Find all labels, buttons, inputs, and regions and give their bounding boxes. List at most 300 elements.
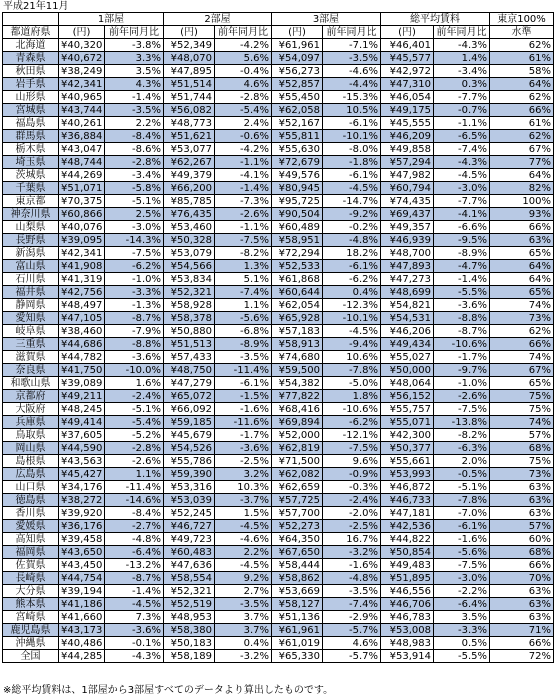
room1-yoy: -4.5% (105, 598, 164, 611)
room2-rent: ¥50,328 (164, 234, 215, 247)
pref-cell: 岐阜県 (3, 325, 59, 338)
room2-yoy: -3.7% (215, 494, 272, 507)
room3-yoy: -7.1% (323, 39, 381, 52)
room2-yoy: 4.6% (215, 78, 272, 91)
header-yen: (円) (164, 26, 215, 39)
pref-cell: 新潟県 (3, 247, 59, 260)
room3-rent: ¥57,183 (272, 325, 323, 338)
avg-rent: ¥53,993 (381, 468, 434, 481)
room1-yoy: -8.7% (105, 312, 164, 325)
avg-yoy: -5.5% (434, 286, 490, 299)
avg-yoy: -8.7% (434, 325, 490, 338)
avg-yoy: -8.8% (434, 312, 490, 325)
room2-rent: ¥59,185 (164, 416, 215, 429)
room2-rent: ¥53,316 (164, 481, 215, 494)
room1-rent: ¥48,744 (59, 156, 105, 169)
room2-yoy: -1.1% (215, 221, 272, 234)
room3-rent: ¥60,644 (272, 286, 323, 299)
room2-rent: ¥66,092 (164, 403, 215, 416)
room3-yoy: -5.7% (323, 624, 381, 637)
tokyo-level: 61% (490, 52, 554, 65)
room1-rent: ¥39,089 (59, 377, 105, 390)
room2-yoy: -0.4% (215, 65, 272, 78)
tokyo-level: 64% (490, 78, 554, 91)
room1-rent: ¥41,660 (59, 611, 105, 624)
room2-rent: ¥53,039 (164, 494, 215, 507)
header-level: 水準 (490, 26, 554, 39)
avg-yoy: -5.6% (434, 546, 490, 559)
avg-rent: ¥47,273 (381, 273, 434, 286)
avg-yoy: -7.8% (434, 494, 490, 507)
room2-rent: ¥53,460 (164, 221, 215, 234)
pref-cell: 愛媛県 (3, 520, 59, 533)
table-row (3, 39, 554, 52)
room1-rent: ¥44,754 (59, 572, 105, 585)
room3-rent: ¥67,650 (272, 546, 323, 559)
pref-cell: 熊本県 (3, 598, 59, 611)
tokyo-level: 63% (490, 585, 554, 598)
room1-yoy: -4.3% (105, 650, 164, 663)
avg-yoy: 0.3% (434, 78, 490, 91)
table-row (3, 325, 554, 338)
avg-rent: ¥48,699 (381, 286, 434, 299)
room2-yoy: -2.8% (215, 91, 272, 104)
room3-rent: ¥52,000 (272, 429, 323, 442)
pref-cell: 岡山県 (3, 442, 59, 455)
room3-yoy: -7.5% (323, 442, 381, 455)
room3-yoy: -2.9% (323, 611, 381, 624)
avg-rent: ¥46,872 (381, 481, 434, 494)
tokyo-level: 66% (490, 104, 554, 117)
room1-rent: ¥70,375 (59, 195, 105, 208)
avg-yoy: -7.5% (434, 403, 490, 416)
room3-rent: ¥55,630 (272, 143, 323, 156)
room3-rent: ¥52,167 (272, 117, 323, 130)
avg-rent: ¥49,858 (381, 143, 434, 156)
room3-rent: ¥49,576 (272, 169, 323, 182)
room3-yoy: -2.5% (323, 520, 381, 533)
tokyo-level: 63% (490, 494, 554, 507)
room3-rent: ¥62,082 (272, 468, 323, 481)
tokyo-level: 100% (490, 195, 554, 208)
room1-yoy: -5.1% (105, 195, 164, 208)
avg-rent: ¥46,706 (381, 598, 434, 611)
room3-yoy: -15.3% (323, 91, 381, 104)
room2-rent: ¥55,786 (164, 455, 215, 468)
avg-yoy: -4.3% (434, 156, 490, 169)
room1-yoy: -7.9% (105, 325, 164, 338)
room1-rent: ¥36,176 (59, 520, 105, 533)
room1-rent: ¥41,908 (59, 260, 105, 273)
room3-rent: ¥56,273 (272, 65, 323, 78)
tokyo-level: 63% (490, 598, 554, 611)
room1-yoy: -14.6% (105, 494, 164, 507)
room2-rent: ¥52,245 (164, 507, 215, 520)
table-row (3, 91, 554, 104)
table-row (3, 78, 554, 91)
room1-yoy: -8.4% (105, 507, 164, 520)
header-yoy: 前年同月比 (323, 26, 381, 39)
room1-yoy: -6.2% (105, 260, 164, 273)
header-row-1 (3, 13, 554, 26)
room2-yoy: 1.5% (215, 507, 272, 520)
pref-cell: 大阪府 (3, 403, 59, 416)
room3-yoy: -10.6% (323, 403, 381, 416)
tokyo-level: 77% (490, 156, 554, 169)
room2-rent: ¥53,079 (164, 247, 215, 260)
avg-yoy: -6.4% (434, 598, 490, 611)
room3-yoy: -9.4% (323, 338, 381, 351)
avg-rent: ¥48,064 (381, 377, 434, 390)
tokyo-level: 57% (490, 520, 554, 533)
room1-rent: ¥49,414 (59, 416, 105, 429)
avg-rent: ¥44,822 (381, 533, 434, 546)
room3-rent: ¥58,444 (272, 559, 323, 572)
room2-rent: ¥56,082 (164, 104, 215, 117)
room1-yoy: -5.1% (105, 403, 164, 416)
tokyo-level: 57% (490, 429, 554, 442)
header-room1: 1部屋 (59, 13, 164, 26)
avg-yoy: -1.6% (434, 533, 490, 546)
avg-rent: ¥50,854 (381, 546, 434, 559)
avg-yoy: 1.4% (434, 52, 490, 65)
room2-rent: ¥51,744 (164, 91, 215, 104)
tokyo-level: 62% (490, 325, 554, 338)
room1-yoy: 2.2% (105, 117, 164, 130)
table-row (3, 273, 554, 286)
room1-yoy: -13.2% (105, 559, 164, 572)
room2-yoy: -5.4% (215, 104, 272, 117)
avg-yoy: -5.5% (434, 650, 490, 663)
room1-yoy: -1.3% (105, 299, 164, 312)
room2-yoy: -3.5% (215, 598, 272, 611)
table-row (3, 637, 554, 650)
room2-rent: ¥47,636 (164, 559, 215, 572)
room3-rent: ¥69,894 (272, 416, 323, 429)
room1-rent: ¥43,047 (59, 143, 105, 156)
pref-cell: 滋賀県 (3, 351, 59, 364)
avg-yoy: -8.2% (434, 429, 490, 442)
room3-yoy: 10.5% (323, 104, 381, 117)
room3-rent: ¥51,136 (272, 611, 323, 624)
room2-rent: ¥51,514 (164, 78, 215, 91)
room3-rent: ¥62,058 (272, 104, 323, 117)
avg-yoy: -8.9% (434, 247, 490, 260)
avg-rent: ¥55,027 (381, 351, 434, 364)
room3-yoy: -4.5% (323, 182, 381, 195)
room3-yoy: -2.0% (323, 507, 381, 520)
avg-rent: ¥45,555 (381, 117, 434, 130)
avg-yoy: -3.0% (434, 182, 490, 195)
header-yen: (円) (59, 26, 105, 39)
room2-yoy: -1.4% (215, 182, 272, 195)
room3-rent: ¥62,054 (272, 299, 323, 312)
room3-yoy: -0.2% (323, 221, 381, 234)
tokyo-level: 67% (490, 143, 554, 156)
rent-table (2, 12, 554, 663)
room1-yoy: -3.0% (105, 221, 164, 234)
room2-yoy: -11.4% (215, 364, 272, 377)
room2-yoy: 2.7% (215, 585, 272, 598)
room2-rent: ¥58,380 (164, 624, 215, 637)
pref-cell: 徳島県 (3, 494, 59, 507)
room1-yoy: 7.3% (105, 611, 164, 624)
room1-rent: ¥44,782 (59, 351, 105, 364)
room1-rent: ¥39,458 (59, 533, 105, 546)
table-row (3, 624, 554, 637)
room1-yoy: 4.3% (105, 78, 164, 91)
room2-yoy: -6.8% (215, 325, 272, 338)
tokyo-level: 58% (490, 65, 554, 78)
header-room2: 2部屋 (164, 13, 272, 26)
table-row (3, 351, 554, 364)
tokyo-level: 67% (490, 364, 554, 377)
tokyo-level: 62% (490, 130, 554, 143)
room2-rent: ¥85,785 (164, 195, 215, 208)
room3-yoy: -10.1% (323, 312, 381, 325)
room1-rent: ¥39,920 (59, 507, 105, 520)
room2-rent: ¥48,070 (164, 52, 215, 65)
room1-rent: ¥44,285 (59, 650, 105, 663)
room2-yoy: -1.1% (215, 156, 272, 169)
room2-yoy: 9.2% (215, 572, 272, 585)
pref-cell: 兵庫県 (3, 416, 59, 429)
room3-rent: ¥65,330 (272, 650, 323, 663)
room1-rent: ¥42,341 (59, 78, 105, 91)
room2-yoy: 3.7% (215, 624, 272, 637)
tokyo-level: 82% (490, 182, 554, 195)
room1-rent: ¥40,261 (59, 117, 105, 130)
avg-rent: ¥47,982 (381, 169, 434, 182)
avg-yoy: -1.1% (434, 117, 490, 130)
room3-rent: ¥60,489 (272, 221, 323, 234)
table-row (3, 221, 554, 234)
table-header (3, 13, 554, 39)
table-row (3, 195, 554, 208)
room3-rent: ¥58,913 (272, 338, 323, 351)
avg-rent: ¥42,972 (381, 65, 434, 78)
avg-yoy: -6.5% (434, 130, 490, 143)
pref-cell: 福島県 (3, 117, 59, 130)
room2-yoy: -7.5% (215, 234, 272, 247)
room2-yoy: -1.6% (215, 403, 272, 416)
room3-rent: ¥80,945 (272, 182, 323, 195)
room2-yoy: -2.6% (215, 208, 272, 221)
room3-yoy: -0.3% (323, 481, 381, 494)
room2-yoy: -5.6% (215, 312, 272, 325)
room1-yoy: -6.4% (105, 546, 164, 559)
room1-rent: ¥49,211 (59, 390, 105, 403)
pref-cell: 福井県 (3, 286, 59, 299)
pref-cell: 大分県 (3, 585, 59, 598)
room3-yoy: -6.1% (323, 260, 381, 273)
room2-rent: ¥58,928 (164, 299, 215, 312)
room1-rent: ¥43,173 (59, 624, 105, 637)
avg-yoy: -3.4% (434, 65, 490, 78)
room2-yoy: 2.4% (215, 117, 272, 130)
room3-yoy: -3.2% (323, 546, 381, 559)
avg-yoy: -4.7% (434, 260, 490, 273)
tokyo-level: 68% (490, 442, 554, 455)
header-pref: 都道府県 (3, 26, 59, 39)
room3-yoy: -7.4% (323, 598, 381, 611)
room1-yoy: -3.6% (105, 351, 164, 364)
header-yoy: 前年同月比 (105, 26, 164, 39)
table-row (3, 169, 554, 182)
table-row (3, 559, 554, 572)
avg-yoy: -7.7% (434, 195, 490, 208)
avg-yoy: -4.5% (434, 169, 490, 182)
pref-cell: 神奈川県 (3, 208, 59, 221)
room2-rent: ¥46,727 (164, 520, 215, 533)
pref-cell: 愛知県 (3, 312, 59, 325)
pref-cell: 沖縄県 (3, 637, 59, 650)
tokyo-level: 63% (490, 611, 554, 624)
room2-yoy: 2.2% (215, 546, 272, 559)
pref-cell: 香川県 (3, 507, 59, 520)
room1-rent: ¥38,460 (59, 325, 105, 338)
table-row (3, 299, 554, 312)
room3-yoy: -12.3% (323, 299, 381, 312)
room2-rent: ¥52,349 (164, 39, 215, 52)
room2-yoy: -11.6% (215, 416, 272, 429)
room1-rent: ¥40,320 (59, 39, 105, 52)
room3-rent: ¥62,819 (272, 442, 323, 455)
room1-rent: ¥47,105 (59, 312, 105, 325)
avg-rent: ¥48,983 (381, 637, 434, 650)
room1-yoy: 2.5% (105, 208, 164, 221)
room1-yoy: -8.7% (105, 572, 164, 585)
header-room3: 3部屋 (272, 13, 381, 26)
room1-yoy: -2.7% (105, 520, 164, 533)
room2-yoy: -3.5% (215, 351, 272, 364)
room1-rent: ¥40,486 (59, 637, 105, 650)
avg-rent: ¥49,175 (381, 104, 434, 117)
table-row (3, 468, 554, 481)
tokyo-level: 68% (490, 546, 554, 559)
room2-rent: ¥50,880 (164, 325, 215, 338)
room3-rent: ¥61,868 (272, 273, 323, 286)
room3-yoy: 9.6% (323, 455, 381, 468)
room3-rent: ¥72,679 (272, 156, 323, 169)
avg-rent: ¥74,435 (381, 195, 434, 208)
room3-yoy: 18.2% (323, 247, 381, 260)
tokyo-level: 63% (490, 234, 554, 247)
avg-yoy: -4.1% (434, 208, 490, 221)
avg-rent: ¥57,294 (381, 156, 434, 169)
avg-rent: ¥46,054 (381, 91, 434, 104)
room1-rent: ¥44,269 (59, 169, 105, 182)
room1-rent: ¥39,194 (59, 585, 105, 598)
room1-rent: ¥45,427 (59, 468, 105, 481)
table-row (3, 390, 554, 403)
room2-rent: ¥57,433 (164, 351, 215, 364)
room3-yoy: 1.8% (323, 390, 381, 403)
room3-rent: ¥95,725 (272, 195, 323, 208)
table-row (3, 494, 554, 507)
pref-cell: 山形県 (3, 91, 59, 104)
avg-rent: ¥60,794 (381, 182, 434, 195)
room2-yoy: 0.4% (215, 637, 272, 650)
tokyo-level: 75% (490, 403, 554, 416)
tokyo-level: 93% (490, 208, 554, 221)
room1-rent: ¥38,272 (59, 494, 105, 507)
room1-yoy: -2.6% (105, 455, 164, 468)
avg-rent: ¥54,531 (381, 312, 434, 325)
pref-cell: 石川県 (3, 273, 59, 286)
footnote: ※総平均賃料は、1部屋から3部屋すべてのデータより算出したものです。 (3, 685, 334, 696)
room1-yoy: -3.8% (105, 39, 164, 52)
pref-cell: 鳥取県 (3, 429, 59, 442)
table-row (3, 208, 554, 221)
table-row (3, 377, 554, 390)
tokyo-level: 74% (490, 416, 554, 429)
room3-rent: ¥54,097 (272, 52, 323, 65)
pref-cell: 全国 (3, 650, 59, 663)
room3-yoy: -4.8% (323, 234, 381, 247)
room3-yoy: -8.0% (323, 143, 381, 156)
tokyo-level: 72% (490, 650, 554, 663)
room3-rent: ¥59,500 (272, 364, 323, 377)
room2-rent: ¥51,513 (164, 338, 215, 351)
avg-rent: ¥50,377 (381, 442, 434, 455)
room1-yoy: -2.8% (105, 156, 164, 169)
room3-rent: ¥58,951 (272, 234, 323, 247)
room2-rent: ¥62,267 (164, 156, 215, 169)
room2-rent: ¥47,895 (164, 65, 215, 78)
room3-rent: ¥61,019 (272, 637, 323, 650)
tokyo-level: 64% (490, 273, 554, 286)
pref-cell: 栃木県 (3, 143, 59, 156)
avg-yoy: -1.4% (434, 273, 490, 286)
room2-yoy: -4.2% (215, 39, 272, 52)
room3-rent: ¥68,416 (272, 403, 323, 416)
room3-yoy: -2.4% (323, 494, 381, 507)
avg-rent: ¥46,209 (381, 130, 434, 143)
table-row (3, 507, 554, 520)
avg-yoy: -2.6% (434, 390, 490, 403)
room2-yoy: 1.3% (215, 260, 272, 273)
avg-rent: ¥46,206 (381, 325, 434, 338)
room3-yoy: 0.4% (323, 286, 381, 299)
avg-yoy: -7.4% (434, 143, 490, 156)
room2-yoy: -0.6% (215, 130, 272, 143)
room1-yoy: 1.1% (105, 468, 164, 481)
avg-rent: ¥45,577 (381, 52, 434, 65)
avg-rent: ¥55,661 (381, 455, 434, 468)
room3-rent: ¥58,127 (272, 598, 323, 611)
room1-rent: ¥43,650 (59, 546, 105, 559)
avg-yoy: -13.8% (434, 416, 490, 429)
avg-yoy: -3.3% (434, 624, 490, 637)
table-row (3, 338, 554, 351)
table-row (3, 156, 554, 169)
room3-yoy: -14.7% (323, 195, 381, 208)
pref-cell: 奈良県 (3, 364, 59, 377)
tokyo-level: 75% (490, 455, 554, 468)
avg-rent: ¥69,437 (381, 208, 434, 221)
table-row (3, 52, 554, 65)
room2-rent: ¥48,773 (164, 117, 215, 130)
header-average: 総平均賃料 (381, 13, 490, 26)
tokyo-level: 71% (490, 624, 554, 637)
table-row (3, 598, 554, 611)
room1-rent: ¥43,563 (59, 455, 105, 468)
room3-yoy: -9.2% (323, 208, 381, 221)
room1-rent: ¥48,245 (59, 403, 105, 416)
avg-rent: ¥46,733 (381, 494, 434, 507)
room1-rent: ¥44,590 (59, 442, 105, 455)
